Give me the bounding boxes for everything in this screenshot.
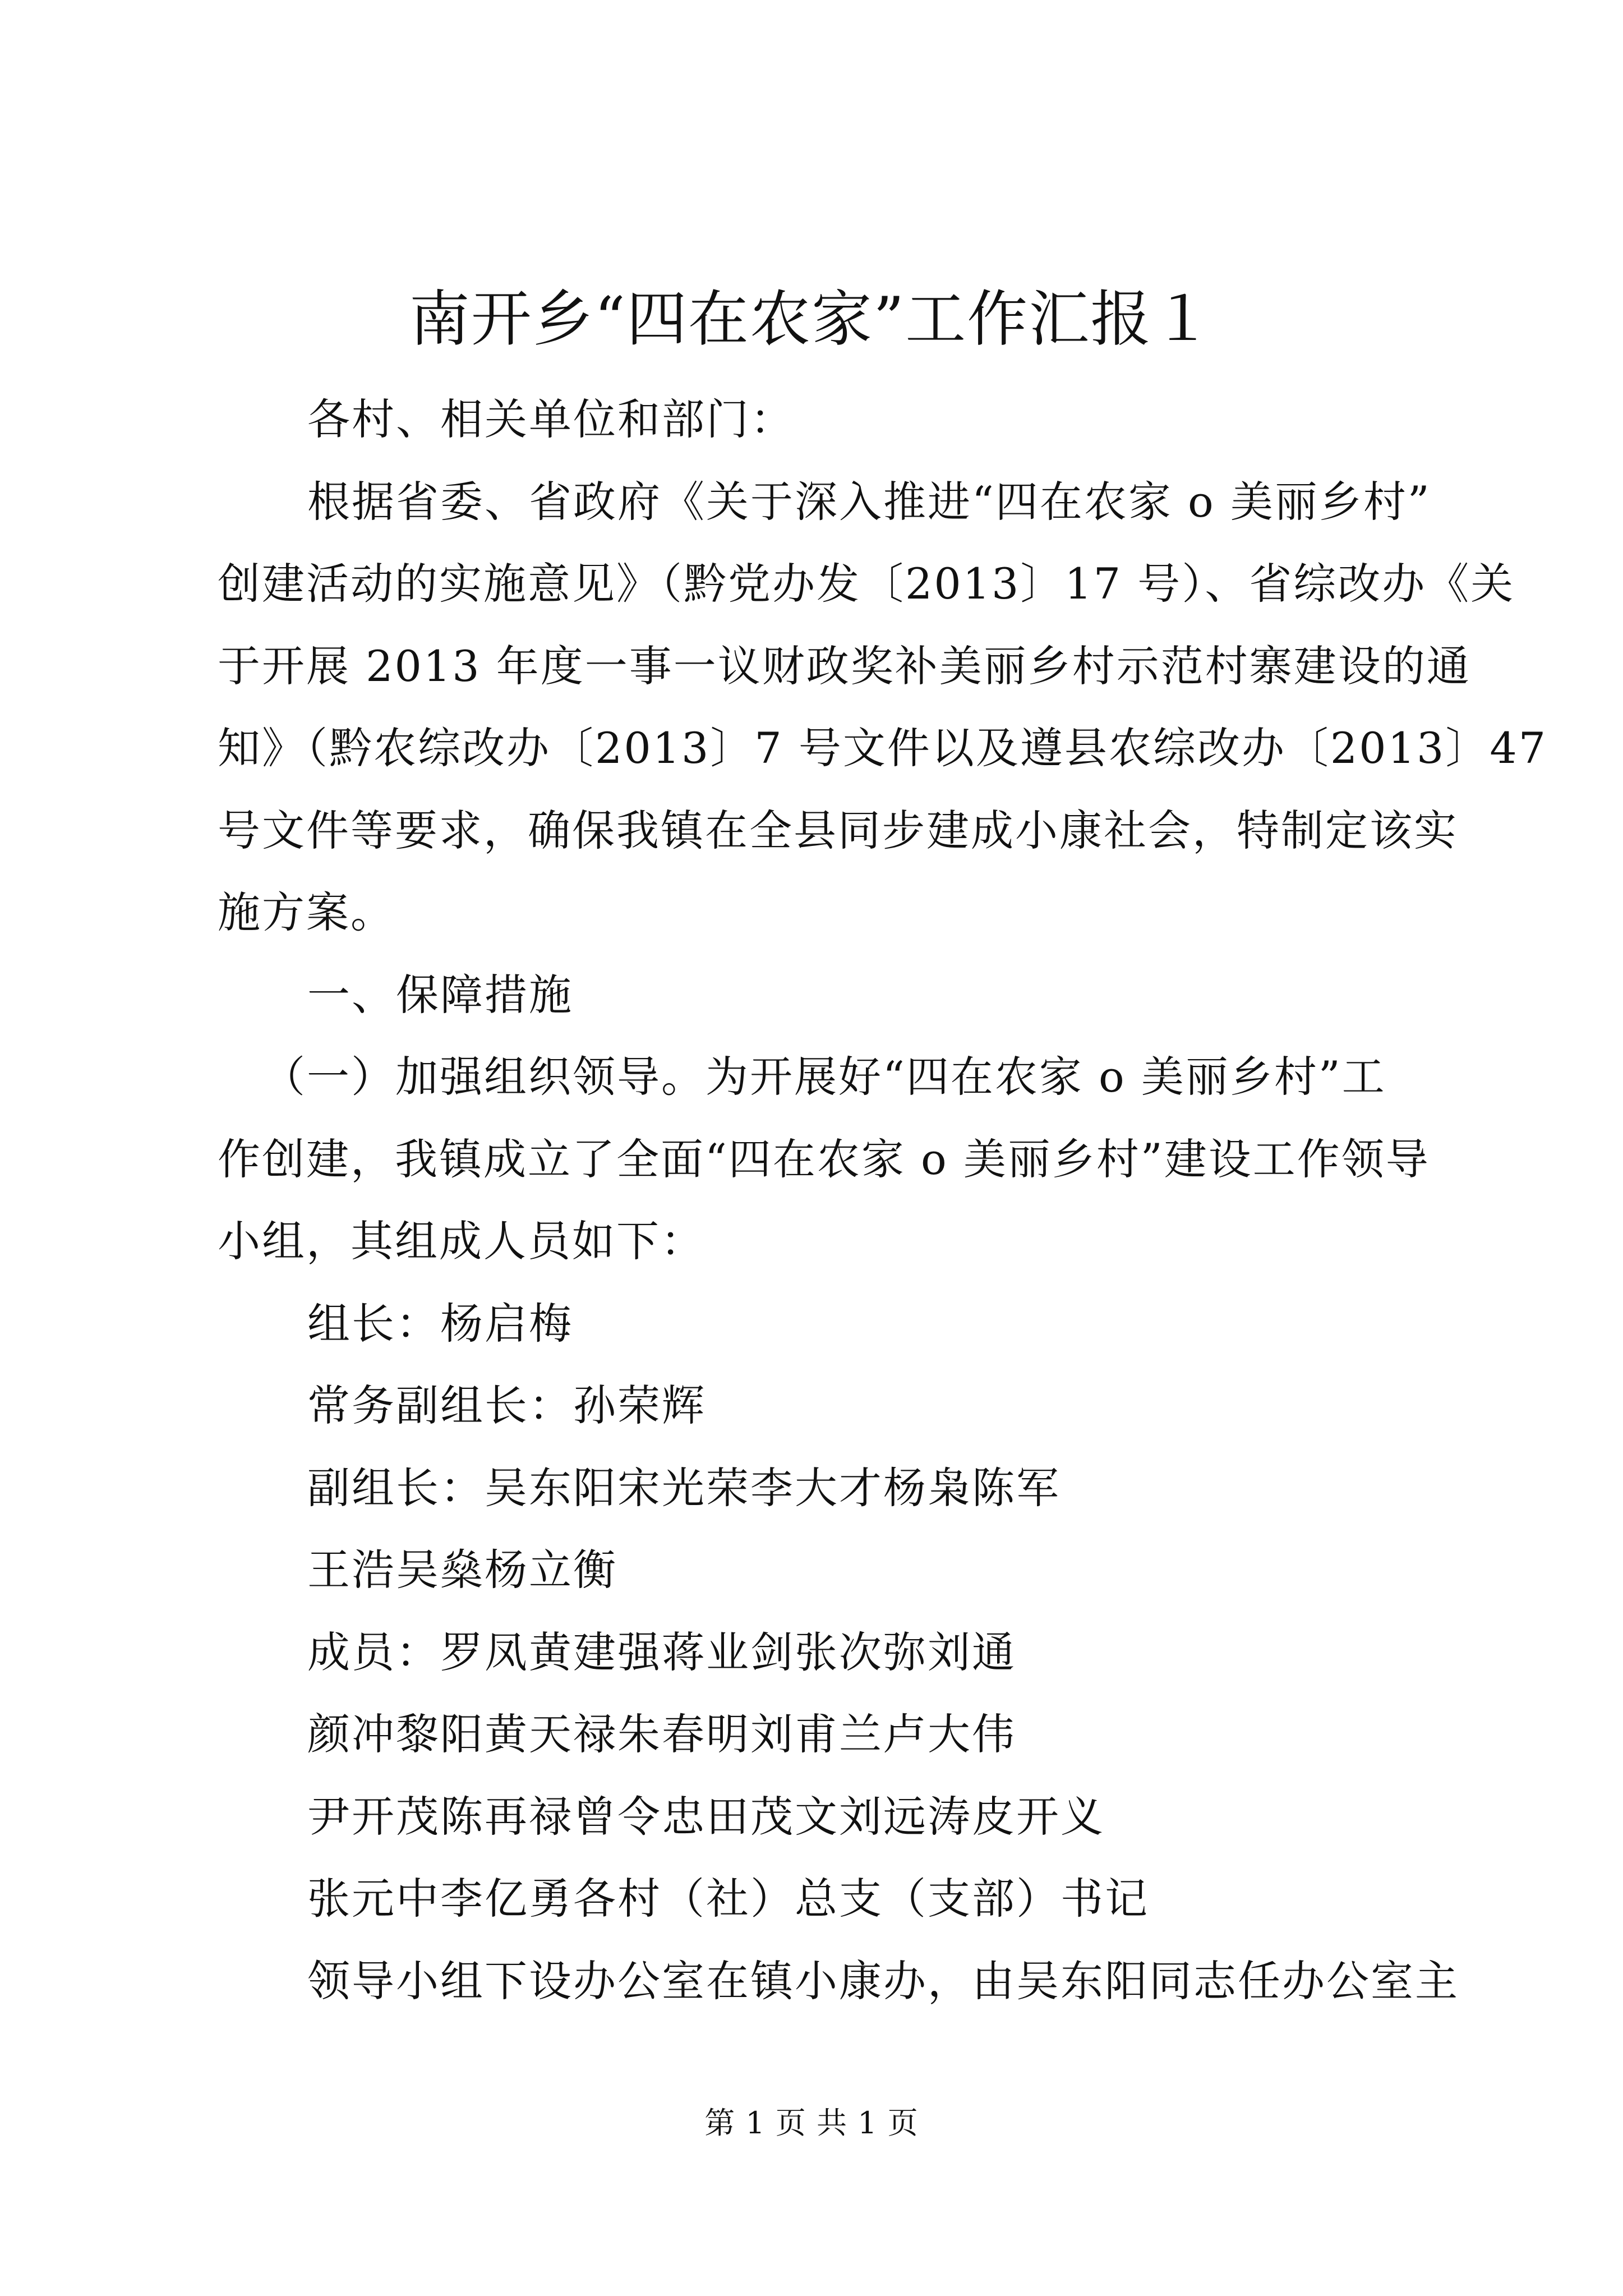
intro-line: 创建活动的实施意见》（黔党办发〔2013〕17 号）、省综改办《关 bbox=[218, 559, 1515, 609]
page-footer: 第 1 页 共 1 页 bbox=[704, 2105, 919, 2141]
intro-line: 于开展 2013 年度一事一议财政奖补美丽乡村示范村寨建设的通 bbox=[218, 641, 1471, 691]
member-line: 副组长：吴东阳宋光荣李大才杨枭陈军 bbox=[307, 1462, 1061, 1513]
member-line: 王浩吴燊杨立衡 bbox=[307, 1545, 617, 1595]
salutation: 各村、相关单位和部门： bbox=[307, 394, 795, 444]
member-line: 尹开茂陈再禄曾令忠田茂文刘远涛皮开义 bbox=[307, 1791, 1105, 1842]
member-line: 成员：罗凤黄建强蒋业剑张次弥刘通 bbox=[307, 1627, 1016, 1677]
document-title: 南开乡“四在农家”工作汇报１ bbox=[409, 284, 1214, 355]
intro-line: 根据省委、省政府《关于深入推进“四在农家 o 美丽乡村” bbox=[307, 476, 1431, 527]
member-line: 常务副组长：孙荣辉 bbox=[307, 1381, 706, 1430]
intro-line: 知》（黔农综改办〔2013〕7 号文件以及遵县农综改办〔2013〕47 bbox=[218, 723, 1548, 773]
member-line: 组长：杨启梅 bbox=[307, 1298, 573, 1349]
section-heading: 一、保障措施 bbox=[307, 969, 573, 1020]
org-line: 作创建，我镇成立了全面“四在农家 o 美丽乡村”建设工作领导 bbox=[218, 1134, 1430, 1184]
member-line: 颜冲黎阳黄天禄朱春明刘甫兰卢大伟 bbox=[307, 1709, 1016, 1759]
member-line: 领导小组下设办公室在镇小康办，由吴东阳同志任办公室主 bbox=[307, 1955, 1459, 2006]
intro-line: 号文件等要求，确保我镇在全县同步建成小康社会，特制定该实 bbox=[218, 805, 1458, 855]
intro-line: 施方案。 bbox=[218, 887, 395, 937]
member-line: 张元中李亿勇各村（社）总支（支部）书记 bbox=[307, 1874, 1149, 1924]
org-line: （一）加强组织领导。为开展好“四在农家 o 美丽乡村”工 bbox=[262, 1052, 1386, 1102]
document-body bbox=[218, 379, 1548, 2022]
org-line: 小组，其组成人员如下： bbox=[218, 1216, 705, 1266]
